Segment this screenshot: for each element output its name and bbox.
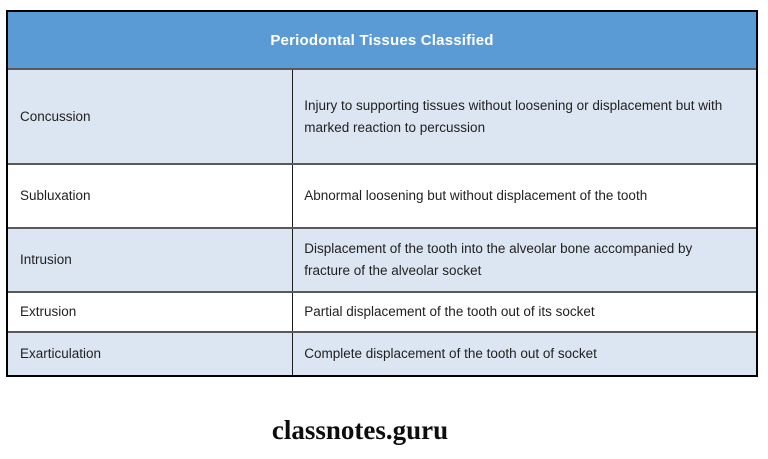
definition-cell: Complete displacement of the tooth out of socket bbox=[292, 333, 756, 375]
site-name: classnotes.guru bbox=[271, 415, 449, 445]
term-cell: Extrusion bbox=[20, 304, 77, 319]
periodontal-classification-table bbox=[6, 10, 758, 377]
term-cell: Exarticulation bbox=[20, 345, 102, 361]
definition-cell: Displacement of the tooth into the alveolar bone accompanied by fracture of the alveolar socket bbox=[292, 229, 756, 291]
table-row bbox=[8, 68, 756, 163]
term-cell: Concussion bbox=[20, 108, 91, 124]
table-row bbox=[8, 227, 756, 291]
table-row bbox=[8, 291, 756, 331]
definition-cell: Partial displacement of the tooth out of its socket bbox=[292, 293, 756, 331]
table-row bbox=[8, 163, 756, 227]
term-cell: Intrusion bbox=[20, 252, 72, 268]
table-title: Periodontal Tissues Classified bbox=[8, 12, 756, 68]
definition-cell: Injury to supporting tissues without loosening or displacement but with marked reaction to percussion bbox=[292, 70, 756, 163]
definition-cell: Abnormal loosening but without displacement of the tooth bbox=[292, 165, 756, 227]
table-row bbox=[8, 331, 756, 375]
term-cell: Subluxation bbox=[20, 188, 91, 204]
